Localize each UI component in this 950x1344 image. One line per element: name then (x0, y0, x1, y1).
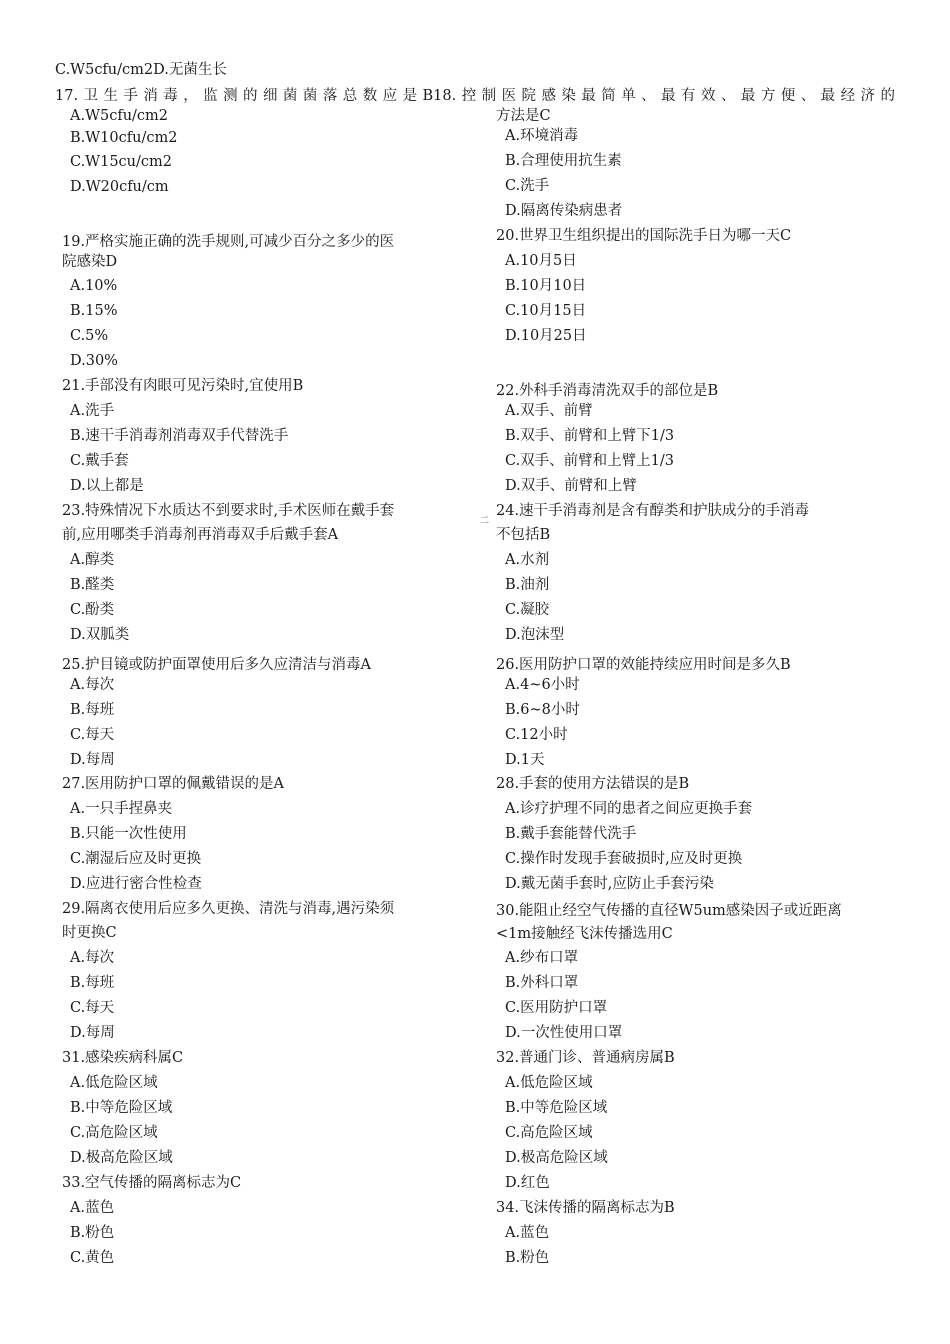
question-32: 32.普通门诊、普通病房属B (496, 1050, 675, 1066)
q33-option-c: C.黄色 (70, 1250, 115, 1266)
q34-option-a: A.蓝色 (505, 1225, 550, 1241)
q19-option-c: C.5% (70, 328, 109, 344)
q22-option-b: B.双手、前臂和上臂下1/3 (505, 428, 675, 444)
q20-option-b: B.10月10日 (505, 278, 587, 294)
question-17-18: 17.卫生手消毒，监测的细菌菌落总数应是B18.控制医院感染最简单、最有效、最方便、最经济的 (55, 88, 895, 104)
q26-option-a: A.4~6小时 (505, 677, 580, 693)
question-30-line1: 30.能阻止经空气传播的直径W5um感染因子或近距离 (496, 903, 842, 919)
q19-option-d: D.30% (70, 353, 118, 369)
q18-option-b: B.合理使用抗生素 (505, 153, 622, 169)
q24-option-b: B.油剂 (505, 577, 550, 593)
question-26: 26.医用防护口罩的效能持续应用时间是多久B (496, 657, 791, 673)
q29-option-c: C.每天 (70, 1000, 115, 1016)
question-25: 25.护目镜或防护面罩使用后多久应清洁与消毒A (62, 657, 372, 673)
q33-option-b: B.粉色 (70, 1225, 115, 1241)
q27-option-b: B.只能一次性使用 (70, 826, 187, 842)
q17-option-c: C.W15cu/cm2 (70, 154, 172, 170)
q25-option-a: A.每次 (70, 677, 115, 693)
q32-option-b: B.中等危险区域 (505, 1100, 608, 1116)
q21-option-a: A.洗手 (70, 403, 115, 419)
q25-option-c: C.每天 (70, 727, 115, 743)
q29-option-b: B.每班 (70, 975, 115, 991)
q27-option-a: A.一只手捏鼻夹 (70, 801, 173, 817)
question-22: 22.外科手消毒清洗双手的部位是B (496, 383, 719, 399)
q25-option-b: B.每班 (70, 702, 115, 718)
q21-option-b: B.速干手消毒剂消毒双手代替洗手 (70, 428, 289, 444)
q31-option-d: D.极高危险区域 (70, 1150, 173, 1166)
question-19-line2: 院感染D (62, 254, 118, 270)
q29-option-d: D.每周 (70, 1025, 115, 1041)
q28-option-c: C.操作时发现手套破损时,应及时更换 (505, 851, 743, 867)
question-19-line1: 19.严格实施正确的洗手规则,可减少百分之多少的医 (62, 234, 395, 250)
q33-option-a: A.蓝色 (70, 1200, 115, 1216)
q30-option-a: A.纱布口罩 (505, 950, 579, 966)
q22-option-a: A.双手、前臂 (505, 403, 593, 419)
question-29-line2: 时更换C (62, 925, 117, 941)
q26-option-b: B.6~8小时 (505, 702, 580, 718)
q26-option-d: D.1天 (505, 752, 545, 768)
q30-option-c: C.医用防护口罩 (505, 1000, 608, 1016)
q18-option-a: A.环境消毒 (505, 128, 579, 144)
q17-option-b: B.W10cfu/cm2 (70, 130, 178, 146)
q27-option-c: C.潮湿后应及时更换 (70, 851, 202, 867)
q32-extra-option: D.红色 (505, 1175, 550, 1191)
question-30-line2: <1m接触经飞沫传播选用C (496, 926, 673, 942)
q30-option-d: D.一次性使用口罩 (505, 1025, 623, 1041)
q18-option-d: D.隔离传染病患者 (505, 203, 623, 219)
question-20: 20.世界卫生组织提出的国际洗手日为哪一天C (496, 228, 792, 244)
q20-option-c: C.10月15日 (505, 303, 587, 319)
question-28: 28.手套的使用方法错误的是B (496, 776, 690, 792)
q28-option-a: A.诊疗护理不同的患者之间应更换手套 (505, 801, 753, 817)
question-24-line1: 24.速干手消毒剂是含有醇类和护肤成分的手消毒 (496, 503, 810, 519)
q21-option-d: D.以上都是 (70, 478, 144, 494)
q23-option-a: A.醇类 (70, 552, 115, 568)
stray-mark: 二 (480, 516, 490, 526)
question-21: 21.手部没有肉眼可见污染时,宜使用B (62, 378, 304, 394)
q34-option-b: B.粉色 (505, 1250, 550, 1266)
q22-option-d: D.双手、前臂和上臂 (505, 478, 637, 494)
q19-option-a: A.10% (70, 278, 118, 294)
question-31: 31.感染疾病科属C (62, 1050, 184, 1066)
q29-option-a: A.每次 (70, 950, 115, 966)
q32-option-c: C.高危险区域 (505, 1125, 593, 1141)
q23-option-c: C.酚类 (70, 602, 115, 618)
q31-option-b: B.中等危险区域 (70, 1100, 173, 1116)
q18-option-c: C.洗手 (505, 178, 550, 194)
q24-option-c: C.凝胶 (505, 602, 550, 618)
question-23-line1: 23.特殊情况下水质达不到要求时,手术医师在戴手套 (62, 503, 395, 519)
q21-option-c: C.戴手套 (70, 453, 129, 469)
q20-option-a: A.10月5日 (505, 253, 577, 269)
q19-option-b: B.15% (70, 303, 118, 319)
q20-option-d: D.10月25日 (505, 328, 587, 344)
q25-option-d: D.每周 (70, 752, 115, 768)
question-29-line1: 29.隔离衣使用后应多久更换、清洗与消毒,遇污染须 (62, 901, 395, 917)
q26-option-c: C.12小时 (505, 727, 568, 743)
q17-option-d: D.W20cfu/cm (70, 179, 169, 195)
q24-option-d: D.泡沫型 (505, 627, 565, 643)
q30-option-b: B.外科口罩 (505, 975, 579, 991)
q22-option-c: C.双手、前臂和上臂上1/3 (505, 453, 675, 469)
question-34: 34.飞沫传播的隔离标志为B (496, 1200, 675, 1216)
answer-line-16: C.W5cfu/cm2D.无菌生长 (55, 62, 227, 78)
q32-option-a: A.低危险区域 (505, 1075, 593, 1091)
question-24-line2: 不包括B (496, 527, 551, 543)
question-27: 27.医用防护口罩的佩戴错误的是A (62, 776, 285, 792)
question-23-line2: 前,应用哪类手消毒剂再消毒双手后戴手套A (62, 527, 339, 543)
q23-option-d: D.双胍类 (70, 627, 130, 643)
q18-continuation: 方法是C (496, 108, 551, 124)
q28-option-d: D.戴无菌手套时,应防止手套污染 (505, 876, 714, 892)
q31-option-a: A.低危险区域 (70, 1075, 158, 1091)
q32-option-d: D.极高危险区域 (505, 1150, 608, 1166)
q28-option-b: B.戴手套能替代洗手 (505, 826, 637, 842)
q23-option-b: B.醛类 (70, 577, 115, 593)
q27-option-d: D.应进行密合性检查 (70, 876, 202, 892)
q31-option-c: C.高危险区域 (70, 1125, 158, 1141)
q17-option-a: A.W5cfu/cm2 (70, 108, 169, 124)
question-33: 33.空气传播的隔离标志为C (62, 1175, 242, 1191)
q24-option-a: A.水剂 (505, 552, 550, 568)
